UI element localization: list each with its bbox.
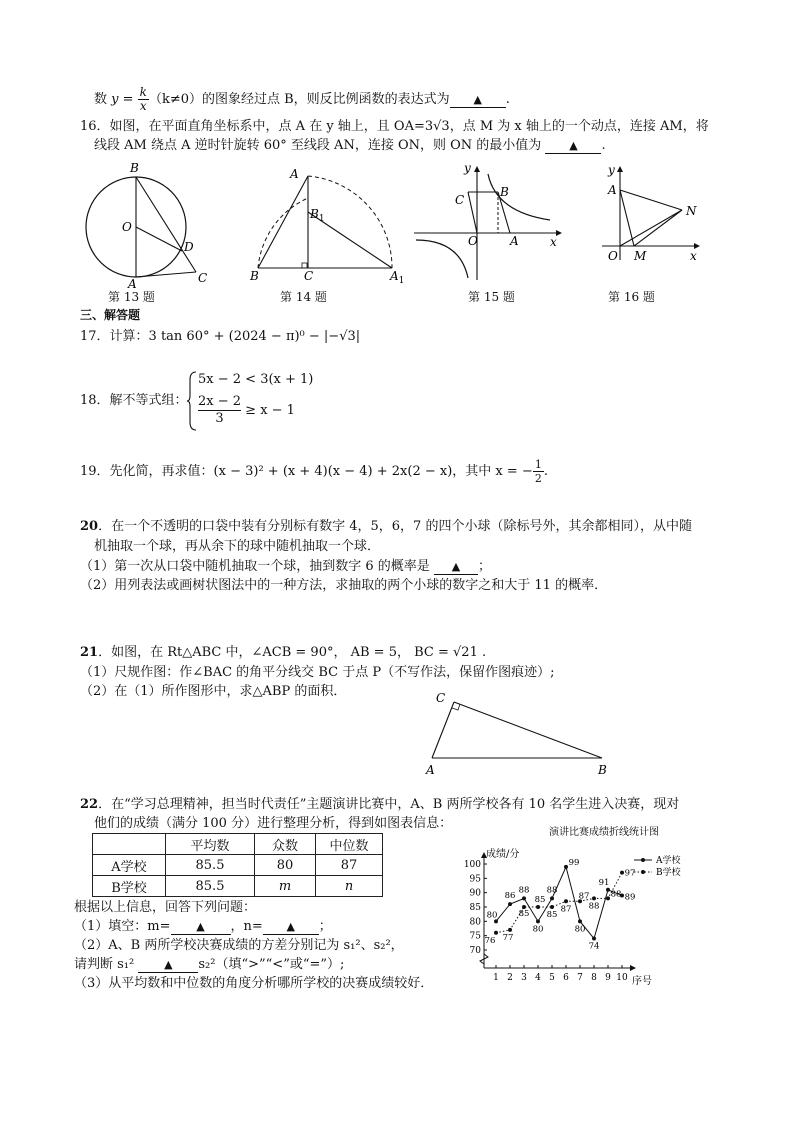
q22-sub1 [74, 918, 332, 936]
q15-prefix: 数 [94, 92, 112, 107]
q15-tail [94, 86, 510, 113]
q22-sub2b [74, 956, 344, 974]
figure-13 [80, 160, 220, 290]
q18-ineq1: 5x − 2 < 3(x + 1) [198, 372, 314, 387]
period: . [505, 92, 510, 107]
q22-sub3: （3）从平均数和中位数的角度分析哪所学校的决赛成绩较好． [74, 976, 434, 991]
chart-point [550, 896, 554, 900]
q21-sub1: （1）尺规作图：作∠BAC 的角平分线交 BC 于点 P（不写作法，保留作图痕迹）; [80, 665, 555, 680]
q18-fraction [198, 394, 241, 427]
chart-x-tick-label: 2 [507, 973, 513, 983]
table-row [93, 876, 383, 897]
triangle-marker: ▲ [164, 958, 173, 971]
chart-data-label: 87 [578, 891, 590, 902]
fig13-label-O: O [122, 220, 132, 234]
chart-point [522, 896, 526, 900]
q20-line1 [80, 518, 692, 536]
chart-ylabel: 成绩/分 [486, 849, 520, 860]
q17-expression: 3 tan 60° + (2024 − π)⁰ − |−√3| [148, 329, 361, 344]
table-cell: 85.5 [166, 876, 255, 897]
table-cell: n [316, 876, 383, 897]
q22-m-blank[interactable] [171, 919, 231, 935]
q18-label: 18．解不等式组： [80, 393, 188, 408]
chart-point [620, 871, 624, 875]
table-header-row [93, 834, 383, 855]
q19-frac-num: 1 [534, 458, 542, 471]
q20-answer-blank[interactable] [434, 559, 478, 575]
period: . [601, 138, 606, 153]
caption-fig14: 第 14 题 [280, 290, 327, 304]
table-cell: m [255, 876, 316, 897]
chart-point [564, 899, 568, 903]
q18-frac-num: 2x − 2 [198, 394, 242, 409]
chart-point [606, 896, 610, 900]
chart-legend-label: B学校 [656, 868, 681, 878]
q22-line1 [80, 796, 679, 814]
chart-data-label: 97 [624, 868, 636, 879]
fig16-label-A: A [608, 183, 617, 197]
chart-point [578, 919, 582, 923]
q15-condition: （k≠0）的图象经过点 B，则反比例函数的表达式为 [148, 92, 450, 107]
chart-x-tick-label: 8 [591, 973, 597, 983]
q21-line1-text: ．如图，在 Rt△ABC 中，∠ACB = 90°， AB = 5， BC = √21 . [98, 645, 487, 660]
q20-sub1-text: （1）第一次从口袋中随机抽取一个球，抽到数字 6 的概率是 [80, 559, 430, 574]
q16-line2 [94, 137, 606, 155]
chart-point [536, 905, 540, 909]
q21-number: 21 [80, 645, 99, 660]
chart-data-label: 88 [588, 901, 600, 912]
q21-label-A: A [426, 763, 435, 777]
q22-line1-text: ．在“学习总理精神，担当时代责任”主题演讲比赛中，A、B 两所学校各有 10 名学生进入决赛，现对 [98, 797, 680, 812]
chart-point [494, 931, 498, 935]
q16-line1: 16．如图，在平面直角坐标系中，点 A 在 y 轴上，且 OA=3√3，点 M 为 x 轴上的一个动点，连接 AM，将 [80, 119, 709, 134]
table-row [93, 855, 383, 876]
caption-fig13: 第 13 题 [108, 290, 155, 304]
q20-line1-text: ．在一个不透明的口袋中装有分别标有数字 4，5，6，7 的四个小球（除标号外，其余都相同），从中随 [98, 519, 692, 534]
chart-y-tick-label: 85 [469, 903, 481, 913]
score-line-chart [462, 822, 712, 990]
chart-point [592, 937, 596, 941]
chart-title: 演讲比赛成绩折线统计图 [549, 827, 659, 838]
q19-expression: (x − 3)² + (x + 4)(x − 4) + 2x(2 − x)，其中 x = − [213, 464, 533, 479]
q22-number: 22 [80, 797, 99, 812]
chart-data-label: 86 [504, 891, 516, 902]
fig16-label-N: N [686, 204, 697, 218]
q22-variance-blank[interactable] [138, 957, 198, 973]
period: . [543, 464, 548, 479]
chart-data-label: 74 [588, 941, 600, 952]
fig13-label-B: B [130, 161, 139, 175]
caption-fig15: 第 15 题 [468, 290, 515, 304]
fig16-label-O: O [608, 249, 618, 263]
q18-ineq2 [198, 394, 295, 427]
chart-point [550, 905, 554, 909]
fig13-label-D: D [184, 240, 194, 254]
triangle-marker: ▲ [196, 920, 205, 933]
q18-ineq2-rest: ≥ x − 1 [245, 403, 295, 418]
chart-point [564, 865, 568, 869]
q20-number: 20 [80, 519, 99, 534]
chart-x-tick-label: 6 [563, 973, 569, 983]
fig15-label-C: C [455, 193, 465, 207]
table-header-cell: 平均数 [166, 834, 255, 855]
chart-data-label: 80 [574, 924, 586, 935]
eq-sign: = [118, 92, 138, 107]
figure-16 [598, 160, 708, 270]
q22-after: 根据以上信息，回答下列问题： [74, 900, 257, 915]
q20-line2: 机抽取一个球，再从余下的球中随机抽取一个球． [94, 539, 381, 554]
q22-sub1-text-a: （1）填空：m= [74, 919, 171, 934]
chart-x-tick-label: 3 [521, 973, 527, 983]
chart-data-label: 87 [560, 904, 572, 915]
q21-label-B: B [598, 763, 607, 777]
chart-data-label: 89 [624, 892, 636, 903]
fig13-label-A: A [128, 277, 137, 290]
q19 [80, 458, 548, 485]
fig14-label-A1: $A_1$ [390, 269, 405, 284]
q19-fraction [533, 458, 544, 485]
chart-data-label: 91 [598, 877, 610, 888]
table-header-cell: 中位数 [316, 834, 383, 855]
q17-label: 17．计算： [80, 329, 149, 344]
fig14-label-C: C [304, 269, 314, 283]
fraction-k-over-x [138, 86, 149, 113]
figure-15 [410, 160, 570, 286]
fig14-label-A: A [290, 167, 299, 181]
chart-data-label: 85 [546, 910, 558, 920]
q18-brace [186, 370, 198, 432]
chart-data-label: 88 [546, 885, 558, 896]
fig14-label-B: B [250, 269, 259, 283]
chart-point [536, 919, 540, 923]
table-cell: B学校 [93, 876, 166, 897]
chart-xlabel: 序号 [632, 976, 652, 987]
chart-x-tick-label: 5 [549, 973, 555, 983]
chart-point [508, 902, 512, 906]
fig13-label-C: C [198, 271, 208, 285]
chart-data-label: 85 [534, 895, 546, 905]
fig16-label-x: x [690, 249, 697, 263]
chart-data-label: 88 [610, 889, 622, 900]
q22-sub2-text-c: s₂²（填“>”“<”或“=”）; [198, 957, 345, 972]
chart-data-label: 99 [568, 857, 580, 868]
section-heading: 三、解答题 [80, 308, 141, 322]
chart-legend-marker [641, 870, 645, 874]
chart-x-tick-label: 4 [535, 973, 541, 983]
chart-legend-marker [641, 858, 645, 862]
chart-data-label: 76 [484, 935, 496, 946]
frac-den: x [139, 99, 147, 113]
fig15-label-A: A [510, 234, 519, 248]
chart-y-tick-label: 90 [469, 888, 481, 899]
chart-data-label: 77 [502, 932, 514, 943]
q22-line2: 他们的成绩（满分 100 分）进行整理分析，得到如图表信息： [94, 816, 453, 831]
q22-stats-table [92, 833, 383, 897]
q15-answer-blank[interactable] [450, 92, 506, 108]
chart-point [508, 928, 512, 932]
semicolon: ； [477, 559, 491, 574]
q20-sub1 [80, 558, 491, 576]
fig14-label-B1: $B_1$ [310, 207, 325, 224]
chart-data-label: 85 [518, 909, 530, 919]
chart-y-tick-label: 95 [469, 874, 481, 885]
fig15-label-B: B [500, 185, 509, 199]
triangle-marker: ▲ [286, 920, 295, 933]
q21-line1 [80, 644, 486, 662]
table-header-cell [93, 834, 166, 855]
table-cell: 85.5 [166, 855, 255, 876]
semicolon: ； [318, 919, 332, 934]
chart-y-tick-label: 70 [469, 946, 481, 956]
table-cell: A学校 [93, 855, 166, 876]
q21-label-C: C [436, 691, 446, 705]
q22-sub2-text-b: 请判断 s₁² [74, 957, 135, 972]
triangle-marker: ▲ [569, 139, 578, 152]
q22-n-blank[interactable] [263, 919, 319, 935]
caption-fig16: 第 16 题 [608, 290, 655, 304]
q20-sub2: （2）用列表法或画树状图法中的一种方法，求抽取的两个小球的数字之和大于 11 的概率． [80, 578, 608, 593]
q17 [80, 328, 360, 346]
chart-legend-label: A学校 [656, 856, 681, 866]
chart-data-label: 80 [532, 924, 544, 935]
fig16-label-M: M [634, 249, 647, 263]
q22-sub1-text-b: ，n= [230, 919, 263, 934]
fig16-label-y: y [608, 163, 615, 177]
fig15-label-y: y [464, 161, 471, 175]
q22-sub2a: （2）A、B 两所学校决赛成绩的方差分别记为 s₁²、s₂²， [74, 938, 404, 953]
q19-frac-den: 2 [534, 472, 542, 485]
chart-data-label: 80 [486, 910, 498, 921]
var-y: y [111, 92, 119, 107]
chart-y-tick-label: 100 [463, 860, 481, 870]
chart-x-arrow [630, 965, 636, 971]
q19-label: 19．先化简，再求值： [80, 464, 214, 479]
q18-frac-den: 3 [215, 411, 224, 426]
triangle-marker: ▲ [473, 93, 482, 106]
q16-answer-blank[interactable] [545, 138, 601, 154]
q16-line2-text: 线段 AM 绕点 A 逆时针旋转 60° 至线段 AN，连接 ON，则 ON 的最小值为 [94, 138, 542, 153]
fig15-label-O: O [468, 234, 478, 248]
chart-data-label: 88 [518, 885, 530, 896]
chart-point [592, 896, 596, 900]
chart-y-tick-label: 80 [469, 917, 481, 928]
chart-x-tick-label: 1 [493, 973, 499, 983]
q21-triangle-figure [420, 688, 620, 778]
frac-num: k [139, 85, 147, 99]
q21-sub2: （2）在（1）所作图形中，求△ABP 的面积． [80, 684, 347, 699]
table-header-cell: 众数 [255, 834, 316, 855]
fig15-label-x: x [550, 235, 557, 249]
chart-point [606, 888, 610, 892]
triangle-marker: ▲ [451, 560, 461, 573]
chart-x-tick-label: 10 [616, 973, 628, 983]
table-cell: 80 [255, 855, 316, 876]
table-cell: 87 [316, 855, 383, 876]
chart-x-tick-label: 7 [577, 973, 583, 983]
chart-y-tick-label: 75 [469, 931, 481, 942]
chart-x-tick-label: 9 [605, 973, 611, 983]
figure-14 [246, 162, 416, 284]
